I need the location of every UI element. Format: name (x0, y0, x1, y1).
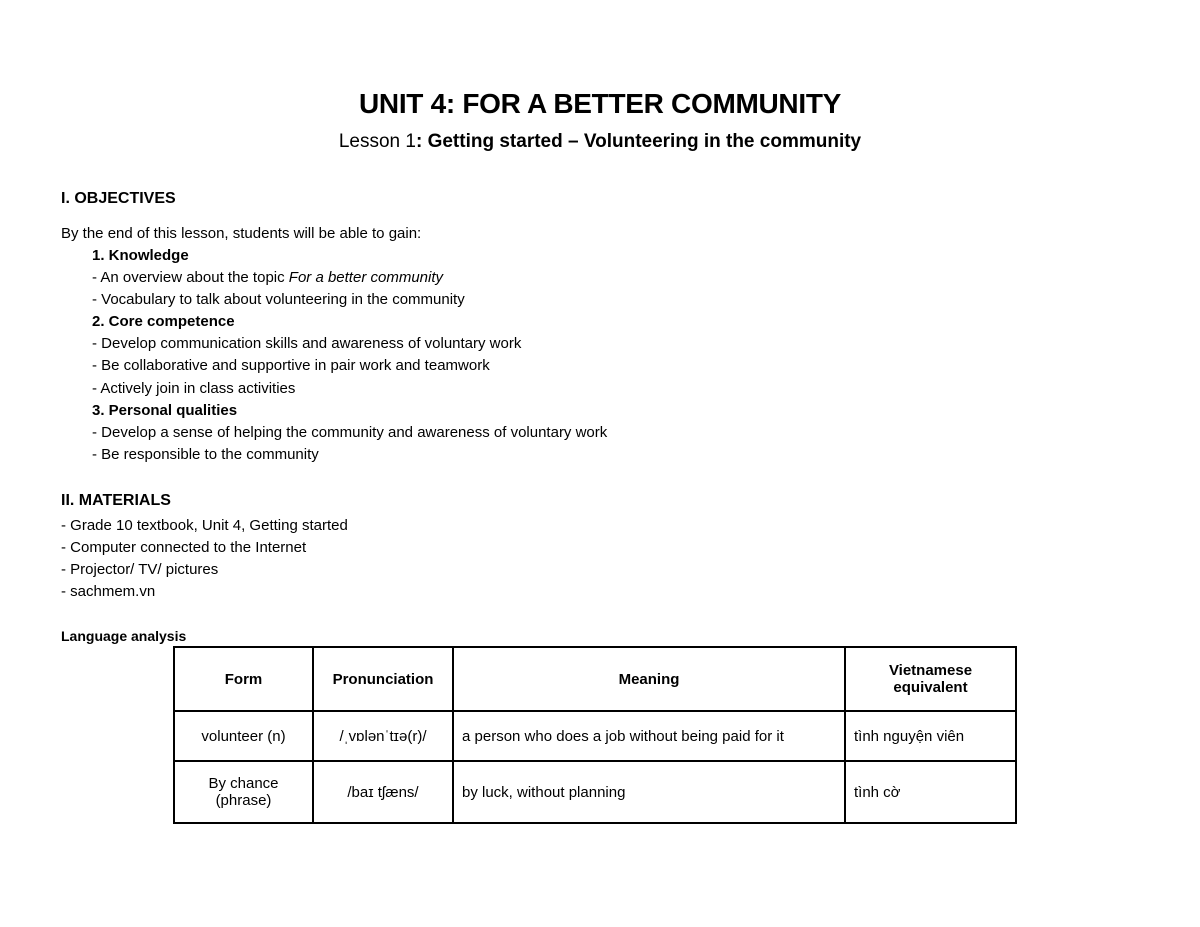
cell-meaning: by luck, without planning (453, 761, 845, 823)
materials-heading: II. MATERIALS (61, 492, 171, 509)
personal-qualities-item: - Be responsible to the community (92, 446, 319, 463)
core-competence-heading: 2. Core competence (92, 313, 235, 330)
lesson-subtitle-rest: : Getting started – Volunteering in the community (415, 131, 862, 152)
column-header-form: Form (174, 647, 313, 711)
objectives-heading: I. OBJECTIVES (61, 190, 176, 207)
table-header-row (174, 647, 1016, 711)
core-competence-item: - Develop communication skills and awareness of voluntary work (92, 335, 522, 352)
table-row (174, 711, 1016, 761)
materials-item: - Projector/ TV/ pictures (61, 561, 219, 578)
knowledge-item-prefix: - An overview about the topic (92, 269, 289, 286)
materials-item: - Grade 10 textbook, Unit 4, Getting started (61, 517, 348, 534)
core-competence-item: - Be collaborative and supportive in pair work and teamwork (92, 357, 490, 374)
cell-pronunciation: /ˌvɒlənˈtɪə(r)/ (313, 711, 453, 761)
language-analysis-heading: Language analysis (61, 628, 187, 644)
column-header-meaning: Meaning (453, 647, 845, 711)
cell-vietnamese: tình nguyện viên (845, 711, 1016, 761)
personal-qualities-item: - Develop a sense of helping the community and awareness of voluntary work (92, 424, 608, 441)
lesson-subtitle-prefix: Lesson 1 (338, 131, 416, 152)
personal-qualities-heading: 3. Personal qualities (92, 402, 238, 419)
knowledge-heading: 1. Knowledge (92, 247, 189, 264)
vocabulary-table (173, 646, 1017, 824)
materials-item: - Computer connected to the Internet (61, 539, 307, 556)
core-competence-item: - Actively join in class activities (92, 380, 296, 397)
cell-form: By chance (phrase) (174, 761, 313, 823)
knowledge-topic: For a better community (288, 269, 443, 286)
lesson-subtitle (0, 131, 1200, 153)
page-title: UNIT 4: FOR A BETTER COMMUNITY (358, 88, 841, 119)
knowledge-item (92, 269, 443, 287)
column-header-vietnamese: Vietnamese equivalent (845, 647, 1016, 711)
cell-form: volunteer (n) (174, 711, 313, 761)
materials-item: - sachmem.vn (61, 583, 156, 600)
knowledge-item: - Vocabulary to talk about volunteering in the community (92, 291, 465, 308)
objectives-intro: By the end of this lesson, students will be able to gain: (61, 225, 422, 242)
column-header-pronunciation: Pronunciation (313, 647, 453, 711)
cell-meaning: a person who does a job without being paid for it (453, 711, 845, 761)
cell-vietnamese: tình cờ (845, 761, 1016, 823)
cell-pronunciation: /baɪ tʃæns/ (313, 761, 453, 823)
table-row (174, 761, 1016, 823)
